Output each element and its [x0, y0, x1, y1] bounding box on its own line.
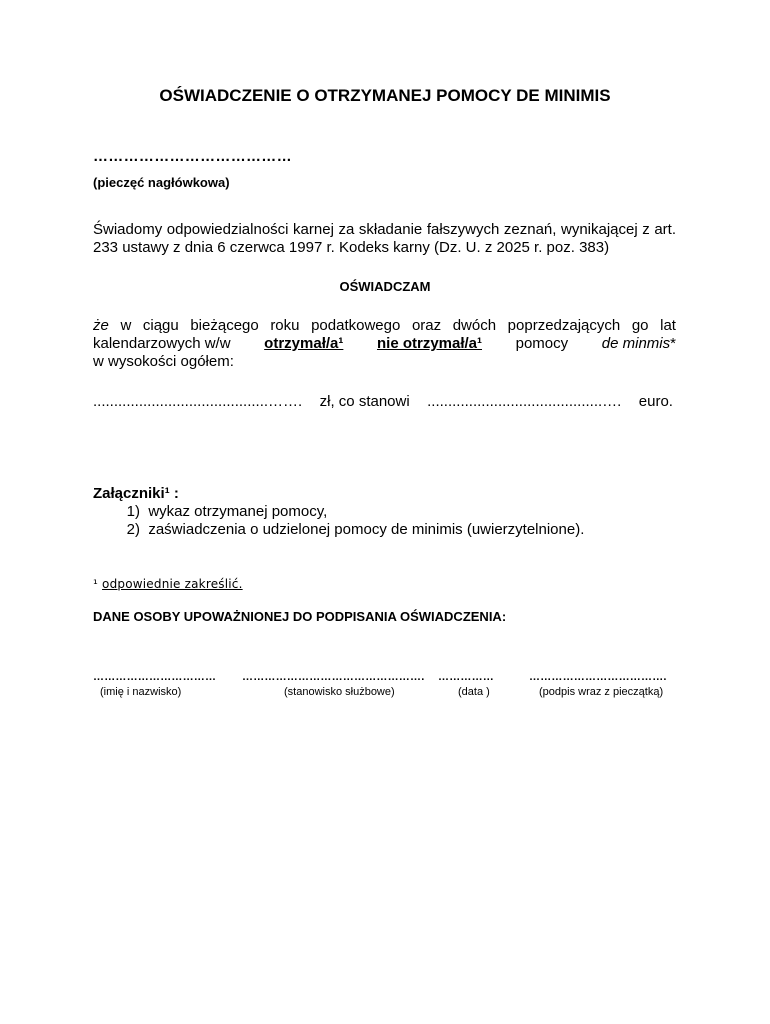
declare-heading: OŚWIADCZAM: [339, 279, 431, 294]
list-item-number: 1): [126, 503, 140, 520]
position-field[interactable]: ………………………………………….: [242, 671, 425, 683]
statement-word: go: [631, 317, 649, 334]
attachments-list: [93, 503, 584, 539]
authorized-person-heading: DANE OSOBY UPOWAŻNIONEJ DO PODPISANIA OŚWIADCZENIA:: [93, 609, 507, 624]
list-item-text: zaświadczenia o udzielonej pomocy de minimis (uwierzytelnione).: [148, 521, 585, 538]
footnote: [93, 577, 243, 591]
list-item: [93, 521, 584, 539]
amount-eur-field[interactable]: ..........................................….: [427, 393, 622, 410]
statement-word: bieżącego: [190, 317, 259, 334]
amount-pln-field[interactable]: ..........................................…….: [93, 393, 303, 410]
statement-word: poprzedzających: [507, 317, 621, 334]
statement-paragraph: [93, 317, 676, 371]
list-item-number: 2): [126, 521, 140, 538]
statement-word: pomocy: [515, 335, 569, 352]
footnote-mark: ¹: [93, 577, 99, 591]
document-title: OŚWIADCZENIE O OTRZYMANEJ POMOCY DE MINIMIS: [159, 86, 611, 105]
amount-row: [93, 393, 673, 410]
statement-word: ciągu: [142, 317, 179, 334]
attachments-heading: Załączniki¹ :: [93, 485, 179, 502]
statement-line-3: w wysokości ogółem:: [93, 353, 234, 370]
currency-text: zł, co stanowi: [319, 393, 410, 410]
statement-word: oraz: [411, 317, 442, 334]
footnote-text: odpowiednie zakreślić.: [102, 577, 243, 591]
statement-word: w: [120, 317, 132, 334]
name-field[interactable]: ……………………………: [93, 671, 217, 683]
signature-label: (podpis wraz z pieczątką): [539, 686, 664, 698]
intro-paragraph: Świadomy odpowiedzialności karnej za składanie fałszywych zeznań, wynikającej z art. 233 ustawy z dnia 6 czerwca 1997 r. Kodeks karny (Dz. U. z 2025 r. poz. 383): [93, 221, 676, 256]
signature-field[interactable]: ……………………………….: [529, 671, 667, 683]
statement-word: lat: [660, 317, 676, 334]
statement-word: roku: [270, 317, 300, 334]
statement-line-2: [93, 335, 676, 353]
de-minimis-term: de minmis*: [601, 335, 676, 352]
statement-lead: że: [93, 317, 109, 334]
list-item: [93, 503, 584, 521]
option-not-received[interactable]: nie otrzymał/a¹: [376, 335, 483, 352]
statement-prefix: kalendarzowych w/w: [93, 335, 231, 352]
date-label: (data ): [458, 686, 490, 698]
option-received[interactable]: otrzymał/a¹: [264, 335, 344, 352]
list-item-text: wykaz otrzymanej pomocy,: [148, 503, 328, 520]
stamp-placeholder-dots: …………………………………: [93, 148, 292, 165]
date-field[interactable]: ……………: [438, 671, 494, 683]
position-label: (stanowisko służbowe): [284, 686, 395, 698]
statement-word: podatkowego: [311, 317, 401, 334]
euro-label: euro.: [638, 393, 673, 410]
statement-word: dwóch: [452, 317, 497, 334]
statement-line-1: [93, 317, 676, 335]
name-label: (imię i nazwisko): [100, 686, 182, 698]
stamp-label: (pieczęć nagłówkowa): [93, 175, 230, 190]
